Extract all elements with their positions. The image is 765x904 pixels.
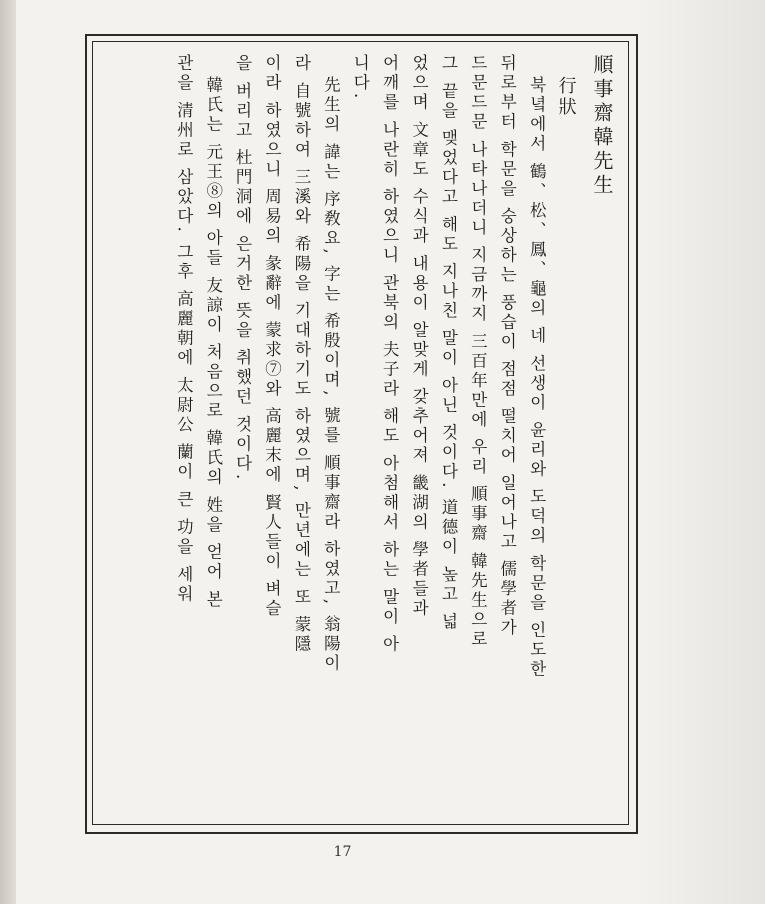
text-column: 先生의 諱는 序敎요, 字는 希殷이며, 號를 順事齋라 하였고, 翁陽이: [321, 76, 341, 674]
text-column: 韓氏는 元王⑧의 아들 友諒이 처음으로 韓氏의 姓을 얻어 본: [203, 76, 223, 610]
text-column: 을 버리고 杜門洞에 은거한 뜻을 취했던 것이다.: [233, 54, 253, 483]
text-column: 뒤로부터 학문을 숭상하는 풍습이 점점 떨치어 일어나고 儒學者가: [497, 54, 517, 639]
vertical-text-body: [104, 54, 616, 814]
page-edge-shadow: [635, 0, 765, 904]
text-column: 그 끝을 맺었다고 해도 지나친 말이 아닌 것이다. 道德이 높고 넓: [438, 54, 458, 633]
text-column: 드문드문 나타나더니 지금까지 三百年만에 우리 順事齋 韓先生으로: [468, 54, 488, 650]
document-title: 順事齋韓先生: [590, 54, 614, 198]
text-column: 었으며 文章도 수식과 내용이 알맞게 갖추어져 畿湖의 學者들과: [409, 54, 429, 619]
text-column: 이라 하였으니 周易의 彖辭에 蒙求⑦와 高麗末에 賢人들이 벼슬: [262, 54, 282, 619]
text-column: 라 自號하여 三溪와 希陽을 기대하기도 하였으며, 만년에는 또 蒙隱: [291, 54, 311, 655]
text-column: 니다.: [350, 54, 370, 102]
text-column: 어깨를 나란히 하였으니 관북의 夫子라 해도 아첨해서 하는 말이 아: [380, 54, 400, 655]
text-column: 북녘에서 鶴、松、鳳、龜의 네 선생이 윤리와 도덕의 학문을 인도한: [527, 76, 547, 680]
text-column: 관을 清州로 삼았다. 그후 高麗朝에 太尉公 蘭이 큰 功을 세워: [174, 54, 194, 605]
page-number: 17: [333, 844, 352, 860]
section-heading: 行狀: [555, 76, 577, 118]
book-gutter: [0, 0, 16, 904]
